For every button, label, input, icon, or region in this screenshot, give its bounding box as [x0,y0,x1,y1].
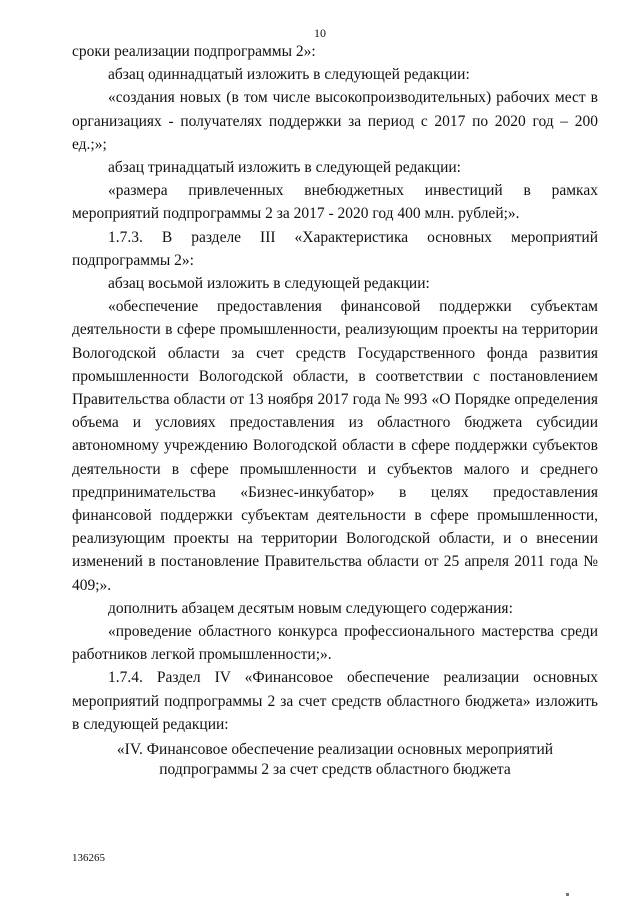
scan-speck [566,893,569,896]
page-number: 10 [314,26,326,40]
paragraph-6: 1.7.3. В разделе III «Характеристика основных мероприятий подпрограммы 2»: [72,228,598,269]
paragraph-5: «размера привлеченных внебюджетных инвестиций в рамках мероприятий подпрограммы 2 за 2017 - 2020 год 400 млн. рублей;». [72,182,598,223]
paragraph-10: «проведение областного конкурса профессионального мастерства среди работников легкой промышленности;». [72,623,598,664]
paragraph-7: абзац восьмой изложить в следующей редакции: [108,275,430,293]
paragraph-4: абзац тринадцатый изложить в следующей редакции: [108,159,461,177]
paragraph-9: дополнить абзацем десятым новым следующего содержания: [108,599,513,617]
paragraph-11: 1.7.4. Раздел IV «Финансовое обеспечение реализации основных мероприятий подпрограммы 2 за счет средств областного бюджета» изложить в следующей редакции: [72,669,598,733]
paragraph-8: «обеспечение предоставления финансовой поддержки субъектам деятельности в сфере промышленности, реализующим проекты на территории Вологодской области за счет средств Государственного фонда развития промышленности Вологодской области, в соответствии с постановлением Правительства области от 13 ноября 2017 года № 993 «О Порядке определения объема и условиях предоставления из областного бюджета субсидии автономному учреждению Вологодской области в сфере поддержки субъектов деятельности в сфере промышленности и субъектов малого и среднего предпринимательства «Бизнес-инкубатор» в целях предоставления финансовой поддержки субъектам деятельности в сфере промышленности, реализующим проекты на территории Вологодской области, и о внесении изменений в постановление Правительства области от 25 апреля 2011 года № 409;». [72,298,598,594]
document-body [72,40,598,780]
section-heading: «IV. Финансовое обеспечение реализации основных мероприятий подпрограммы 2 за счет средств областного бюджета [116,741,554,779]
paragraph-3: «создания новых (в том числе высокопроизводительных) рабочих мест в организациях - получателях поддержки за период с 2017 по 2020 год – 200 ед.;»; [72,89,598,153]
document-id: 136265 [72,852,105,864]
paragraph-1: сроки реализации подпрограммы 2»: [72,43,316,60]
paragraph-2: абзац одиннадцатый изложить в следующей редакции: [108,66,470,84]
